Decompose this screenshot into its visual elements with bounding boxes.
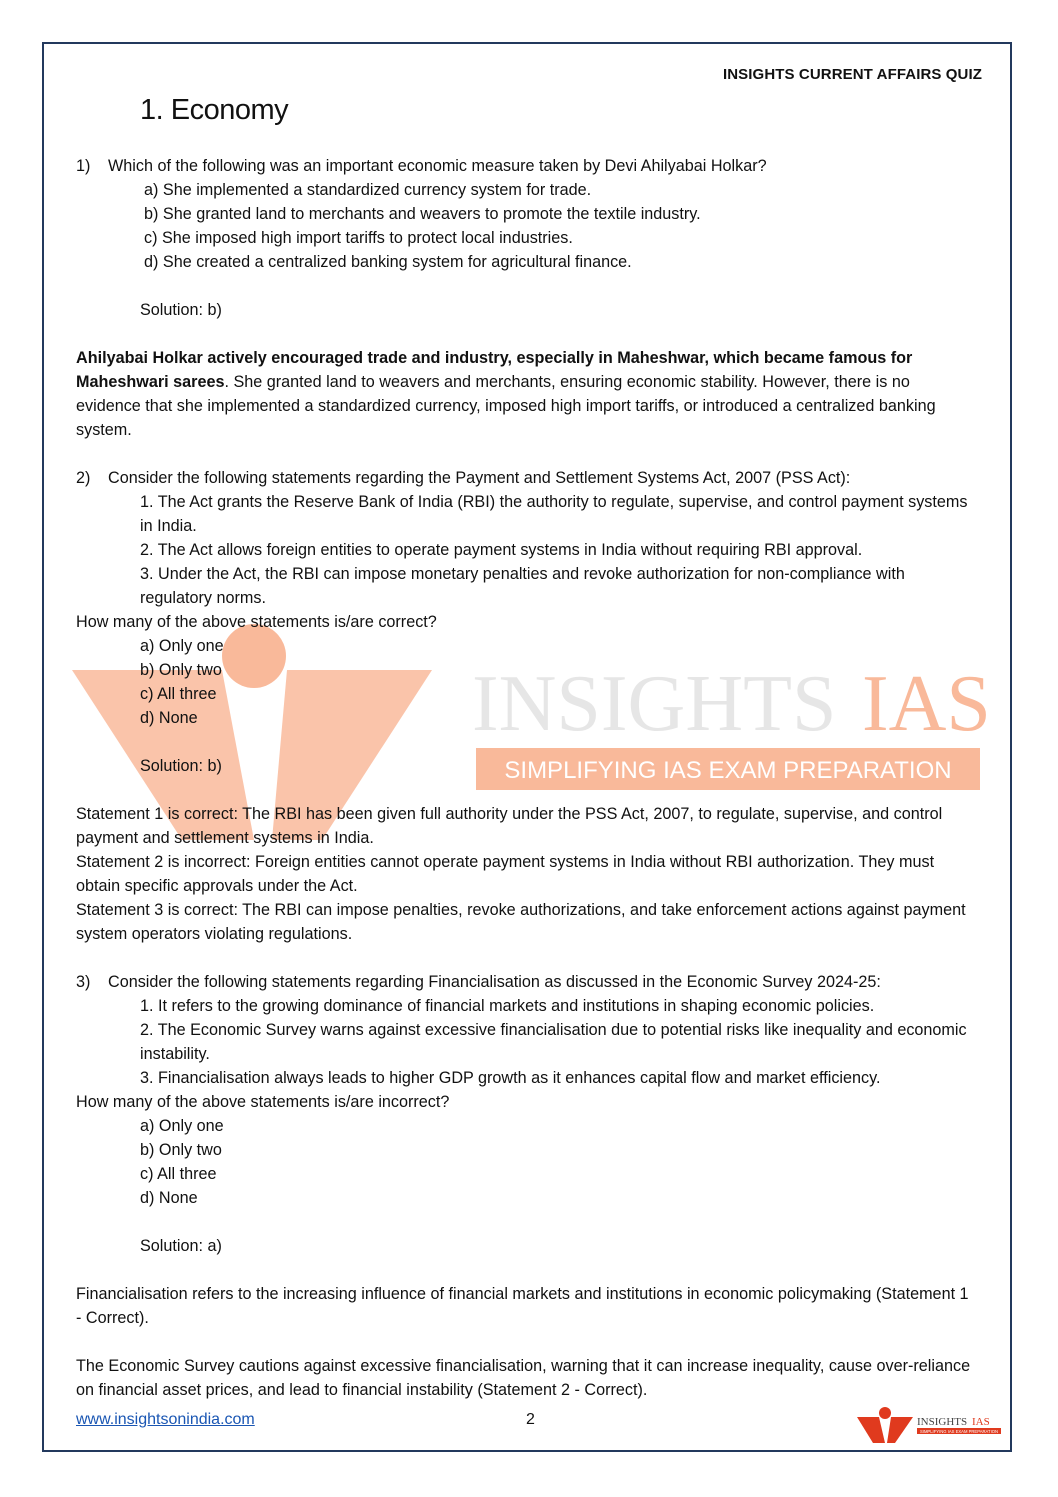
solution: Solution: b) xyxy=(140,301,222,319)
question-ask: How many of the above statements is/are correct? xyxy=(76,613,437,631)
explanation-text: . She granted land to weavers and merchants, ensuring economic stability. However, there is no evidence that she implemented a standardized currency, imposed high import tariffs, or introduced a centralized banking system. xyxy=(76,373,936,439)
question-ask: How many of the above statements is/are incorrect? xyxy=(76,1093,450,1111)
explanation: Statement 1 is correct: The RBI has been given full authority under the PSS Act, 2007, to regulate, supervise, and control payment and settlement systems in India. xyxy=(76,805,943,847)
solution: Solution: b) xyxy=(140,757,222,775)
explanation: The Economic Survey cautions against excessive financialisation, warning that it can increase inequality, cause over-reliance on financial asset prices, and lead to financial instability (Statement 2 - Correct). xyxy=(76,1357,971,1399)
option: a) Only one xyxy=(140,637,224,655)
option: c) All three xyxy=(140,685,217,703)
solution: Solution: a) xyxy=(140,1237,222,1255)
explanation xyxy=(76,346,976,442)
insightsias-logo xyxy=(855,1405,1005,1445)
logo-brand-left: INSIGHTS xyxy=(917,1416,968,1428)
logo-brand-right: IAS xyxy=(972,1416,990,1428)
question-number: 1) xyxy=(76,157,91,175)
option: d) None xyxy=(140,1189,198,1207)
watermark-tagline: SIMPLIFYING IAS EXAM PREPARATION xyxy=(504,757,952,784)
explanation-bold: Ahilyabai Holkar actively encouraged trade and industry, especially in Maheshwar, which became famous for Maheshwari sarees xyxy=(76,349,913,391)
question-1 xyxy=(76,154,976,178)
explanation: Statement 2 is incorrect: Foreign entities cannot operate payment systems in India without RBI authorization. They must obtain specific approvals under the Act. xyxy=(76,853,935,895)
website-link[interactable]: www.insightsonindia.com xyxy=(76,1411,255,1428)
option: c) She imposed high import tariffs to protect local industries. xyxy=(144,229,573,247)
question-number: 3) xyxy=(76,973,91,991)
explanation: Statement 3 is correct: The RBI can impose penalties, revoke authorizations, and take enforcement actions against payment system operators violating regulations. xyxy=(76,901,966,943)
question-number: 2) xyxy=(76,469,91,487)
statement: 1. The Act grants the Reserve Bank of India (RBI) the authority to regulate, supervise, and control payment systems in India. xyxy=(140,493,968,535)
statement: 2. The Economic Survey warns against excessive financialisation due to potential risks like inequality and economic instability. xyxy=(140,1021,967,1063)
explanation: Financialisation refers to the increasing influence of financial markets and institutions in economic policymaking (Statement 1 - Correct). xyxy=(76,1285,969,1327)
question-2 xyxy=(76,466,976,490)
option: c) All three xyxy=(140,1165,217,1183)
option: d) She created a centralized banking system for agricultural finance. xyxy=(144,253,632,271)
option: b) Only two xyxy=(140,1141,222,1159)
option: d) None xyxy=(140,709,198,727)
option: b) She granted land to merchants and weavers to promote the textile industry. xyxy=(144,205,701,223)
option: a) She implemented a standardized currency system for trade. xyxy=(144,181,592,199)
logo-tagline: SIMPLIFYING IAS EXAM PREPARATION xyxy=(919,1429,999,1434)
page-header: INSIGHTS CURRENT AFFAIRS QUIZ xyxy=(722,66,982,83)
statement: 3. Under the Act, the RBI can impose monetary penalties and revoke authorization for non-compliance with regulatory norms. xyxy=(140,565,905,607)
statement: 2. The Act allows foreign entities to operate payment systems in India without requiring RBI approval. xyxy=(140,541,863,559)
quiz-body xyxy=(76,154,976,1402)
statement: 1. It refers to the growing dominance of financial markets and institutions in shaping economic policies. xyxy=(140,997,875,1015)
section-title: 1. Economy xyxy=(140,94,289,126)
statement: 3. Financialisation always leads to higher GDP growth as it enhances capital flow and market efficiency. xyxy=(140,1069,881,1087)
option: a) Only one xyxy=(140,1117,224,1135)
logo-figure-icon xyxy=(857,1407,913,1443)
question-text: Which of the following was an important economic measure taken by Devi Ahilyabai Holkar? xyxy=(108,157,767,175)
question-text: Consider the following statements regarding Financialisation as discussed in the Economic Survey 2024-25: xyxy=(108,973,881,991)
page-number: 2 xyxy=(526,1411,535,1428)
watermark-brand-right: IAS xyxy=(862,660,991,748)
watermark-brand-left: INSIGHTS xyxy=(472,660,837,748)
question-text: Consider the following statements regarding the Payment and Settlement Systems Act, 2007 (PSS Act): xyxy=(108,469,851,487)
question-3 xyxy=(76,970,976,994)
option: b) Only two xyxy=(140,661,222,679)
